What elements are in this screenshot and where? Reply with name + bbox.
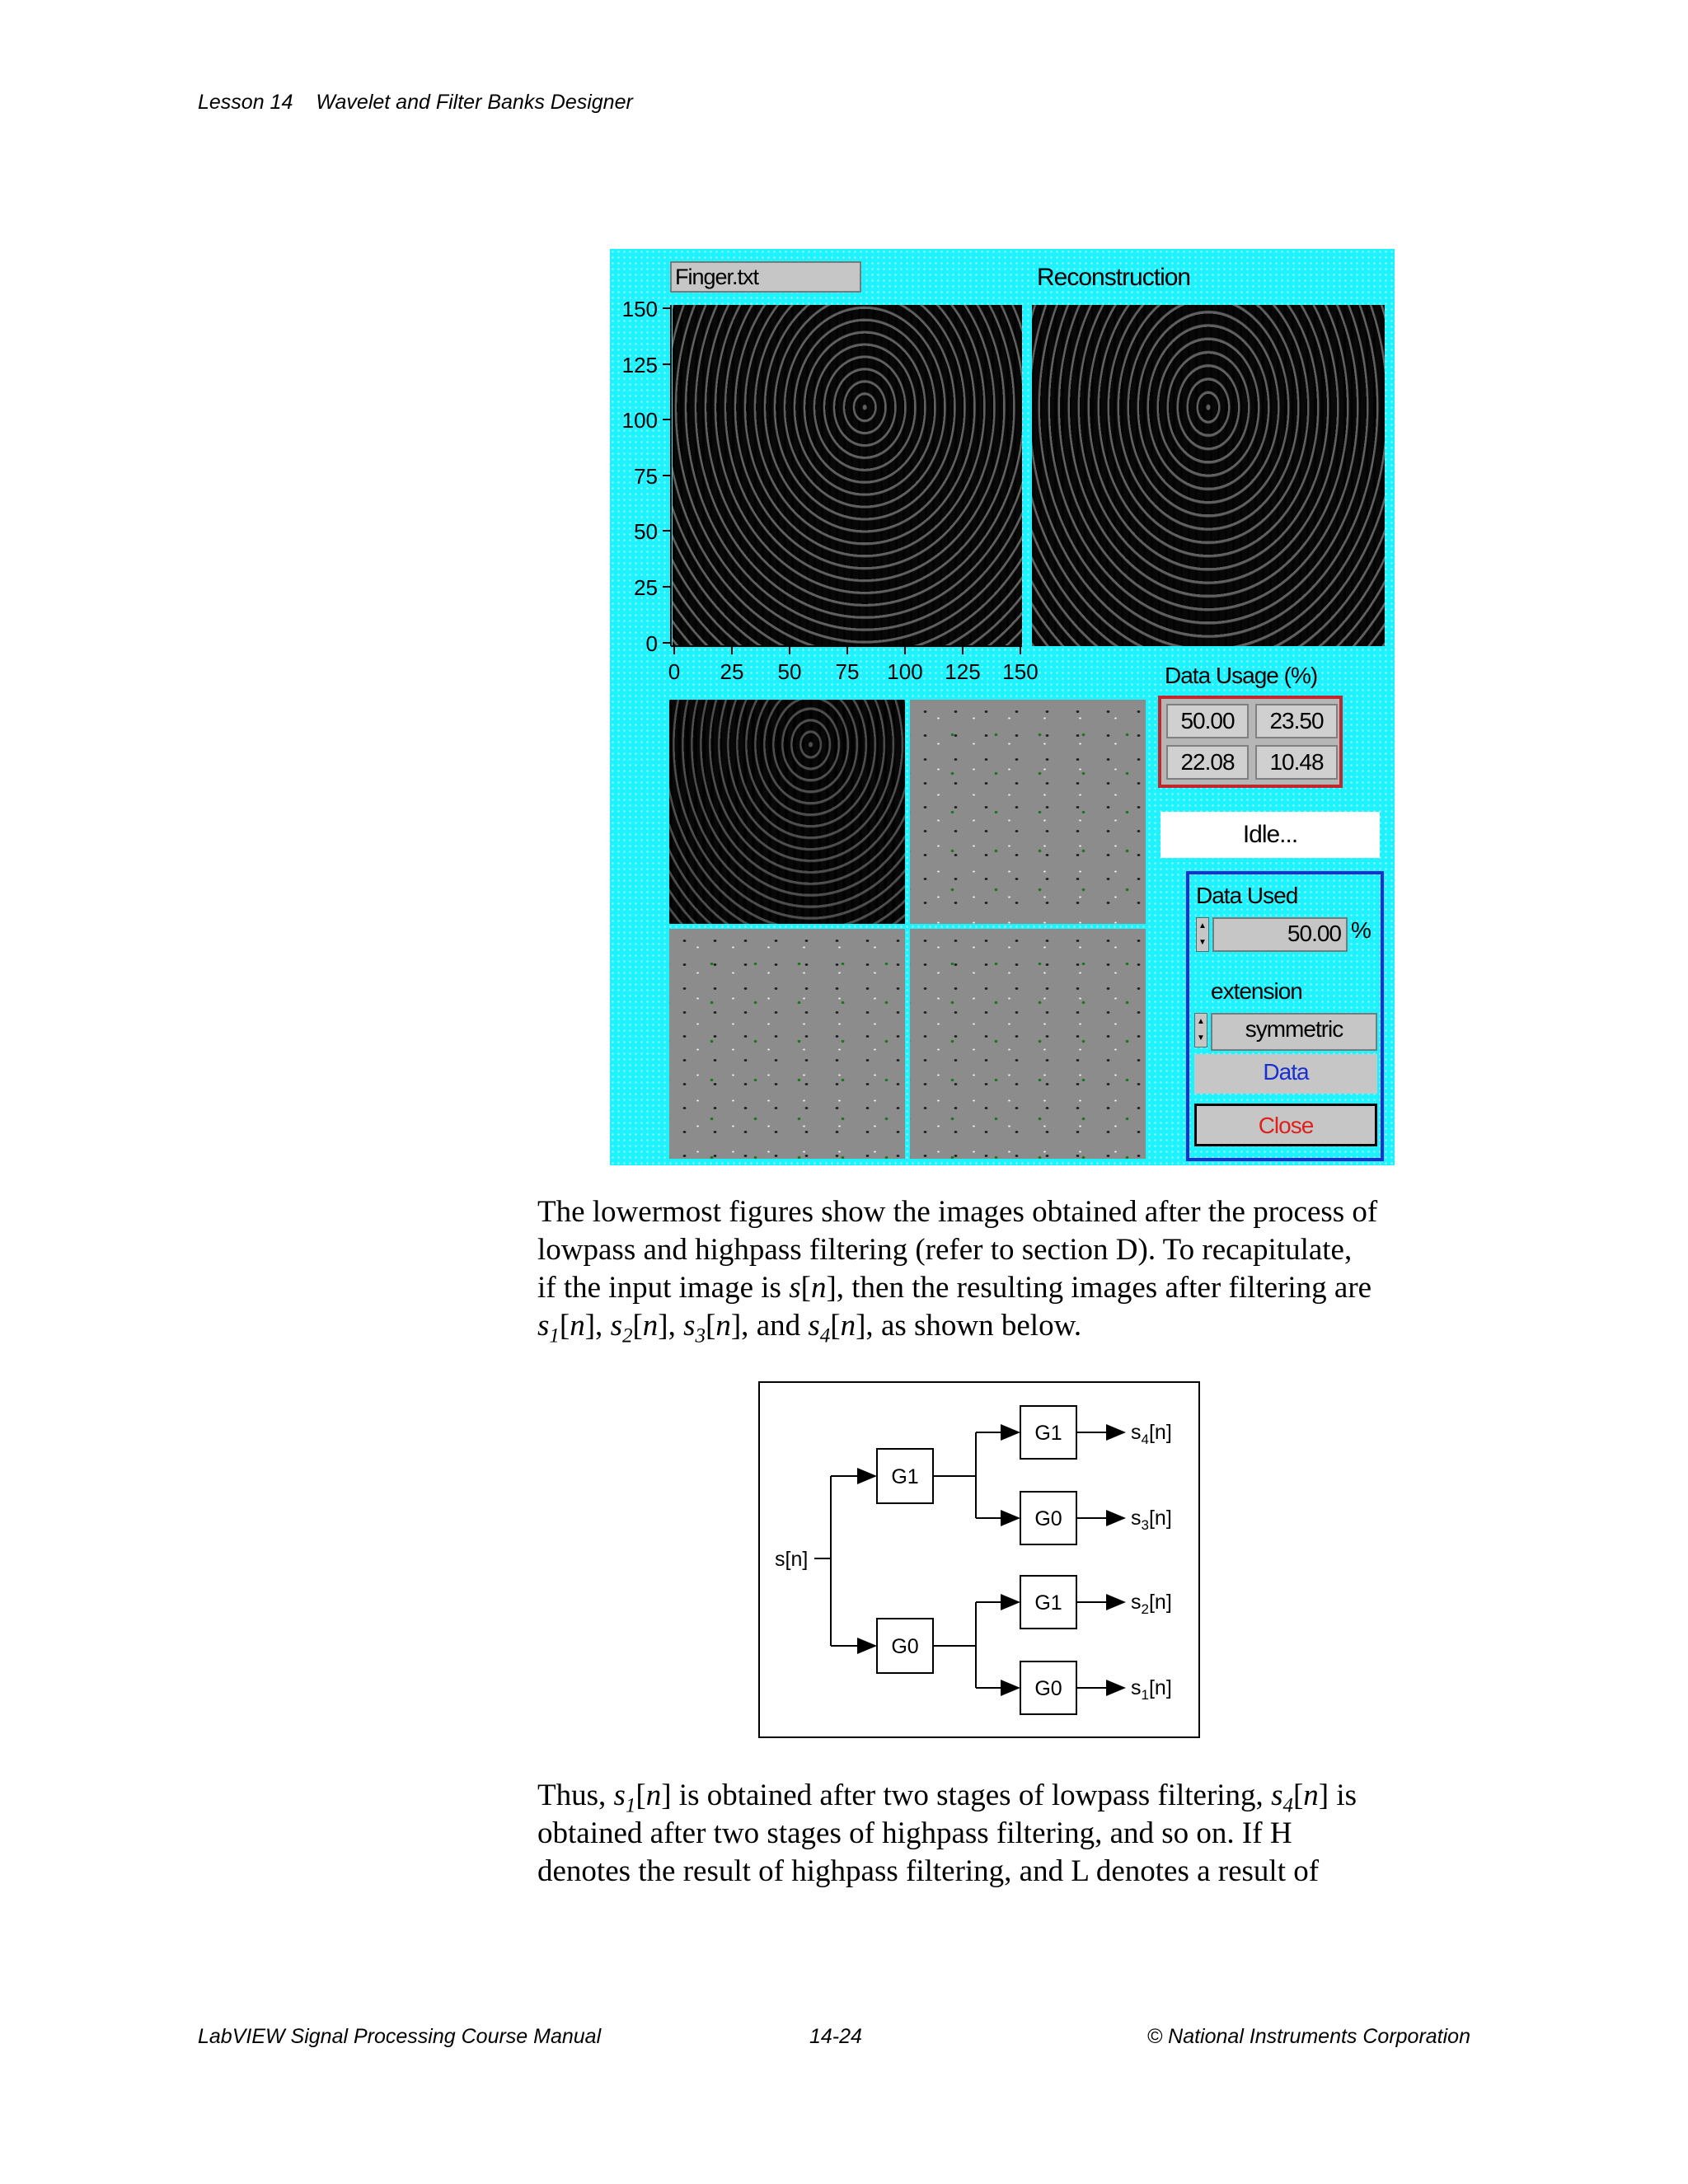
- data-used-spinner[interactable]: ▲ ▼: [1196, 917, 1209, 952]
- data-usage-value: 10.48: [1255, 745, 1338, 780]
- block-label: G1: [1034, 1591, 1062, 1615]
- y-axis-ticks: [663, 308, 671, 643]
- status-indicator: Idle...: [1160, 812, 1380, 858]
- x-axis-ticks: [674, 646, 1020, 654]
- x-tick-label: 75: [835, 659, 860, 684]
- data-used-unit: %: [1351, 917, 1371, 943]
- para2-line: Thus, $s_1[n]$ is obtained after two stages of lowpass filtering, $s_4[n]$ is: [537, 1779, 1357, 1817]
- subband-image-s2: [910, 700, 1146, 924]
- output-label-s1: $s_1[n]$: [1131, 1676, 1172, 1703]
- x-tick-label: 0: [668, 659, 681, 684]
- x-tick-label: 25: [720, 659, 744, 684]
- y-tick-label: 25: [634, 575, 658, 600]
- input-label: s[n]: [775, 1548, 809, 1571]
- para1-line: The lowermost figures show the images obtained after the process of: [537, 1195, 1378, 1229]
- x-tick-label: 150: [1002, 659, 1039, 684]
- para1-line: lowpass and highpass filtering (refer to section D). To recapitulate,: [537, 1233, 1353, 1267]
- y-tick-label: 75: [634, 464, 658, 489]
- x-tick-label: 125: [945, 659, 981, 684]
- subband-image-s3: [669, 929, 905, 1159]
- image-axes: [610, 249, 1395, 710]
- output-label-s2: $s_2[n]$: [1131, 1591, 1172, 1617]
- para1-line: if the input image is s[n], then the resulting images after filtering are: [537, 1271, 1372, 1305]
- paragraph-1: [537, 1193, 1485, 1345]
- y-tick-label: 100: [621, 408, 658, 433]
- block-label: G0: [1034, 1677, 1062, 1700]
- extension-label: extension: [1211, 978, 1302, 1004]
- data-usage-label: Data Usage (%): [1165, 663, 1318, 688]
- data-usage-value: 50.00: [1166, 704, 1249, 738]
- subband-image-s1: [669, 700, 905, 924]
- filter-bank-diagram: [758, 1381, 1200, 1738]
- data-usage-value: 23.50: [1255, 704, 1338, 738]
- lesson-number: Lesson 14: [198, 91, 293, 114]
- block-label: G0: [1034, 1507, 1062, 1530]
- data-usage-cluster: [1158, 696, 1343, 788]
- data-usage-value: 22.08: [1166, 745, 1249, 780]
- subband-image-s4: [910, 929, 1146, 1159]
- data-button[interactable]: Data: [1194, 1054, 1377, 1094]
- filter-bank-svg: [760, 1383, 1198, 1736]
- extension-selector[interactable]: symmetric: [1211, 1013, 1377, 1051]
- footer-left: LabVIEW Signal Processing Course Manual: [198, 2025, 602, 2048]
- para2-line: denotes the result of highpass filtering, and L denotes a result of: [537, 1854, 1320, 1888]
- block-label: G1: [1034, 1422, 1062, 1445]
- extension-spinner[interactable]: ▲ ▼: [1194, 1013, 1207, 1047]
- control-cluster: [1186, 871, 1384, 1161]
- lesson-title: Wavelet and Filter Banks Designer: [316, 91, 633, 114]
- y-tick-label: 50: [634, 519, 658, 544]
- labview-front-panel: [610, 249, 1395, 1165]
- data-used-input[interactable]: 50.00: [1212, 917, 1348, 952]
- y-tick-label: 150: [621, 297, 658, 321]
- footer-right: © National Instruments Corporation: [1146, 2025, 1470, 2048]
- block-label: G1: [891, 1465, 919, 1488]
- reconstruction-label: Reconstruction: [1037, 264, 1191, 291]
- output-label-s3: $s_3[n]$: [1131, 1507, 1172, 1533]
- close-button[interactable]: Close: [1194, 1104, 1377, 1146]
- para1-line: $s_1[n]$, $s_2[n]$, $s_3[n]$, and $s_4[n]$, as shown below.: [537, 1309, 1082, 1347]
- y-tick-label: 125: [621, 353, 658, 377]
- x-tick-label: 50: [777, 659, 802, 684]
- data-used-label: Data Used: [1196, 883, 1298, 908]
- file-name-indicator: Finger.txt: [670, 261, 861, 293]
- x-tick-label: 100: [887, 659, 923, 684]
- para2-line: obtained after two stages of highpass filtering, and so on. If H: [537, 1816, 1292, 1850]
- paragraph-2: [537, 1777, 1485, 1891]
- y-tick-label: 0: [645, 631, 658, 656]
- running-header: [198, 91, 633, 115]
- footer-page-number: 14-24: [809, 2025, 862, 2048]
- output-label-s4: $s_4[n]$: [1131, 1421, 1172, 1447]
- block-label: G0: [891, 1635, 919, 1658]
